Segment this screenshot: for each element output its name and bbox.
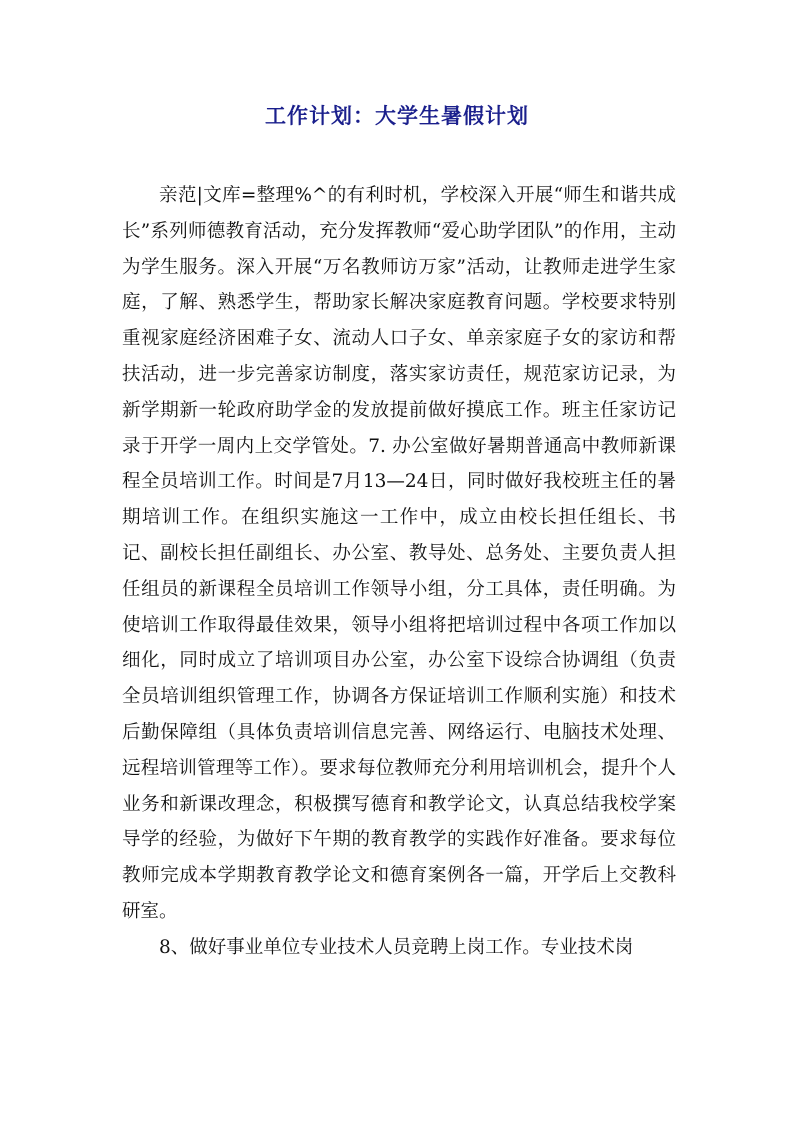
paragraph-2: 8、做好事业单位专业技术人员竞聘上岗工作。专业技术岗 (159, 936, 634, 958)
page-title: 工作计划：大学生暑假计划 (265, 103, 529, 128)
paragraph-1: 亲范|文库=整理%^的有利时机，学校深入开展“师生和谐共成长”系列师德教育活动，充分发挥教师“爱心助学团队”的作用，主动为学生服务。深入开展“万名教师访万家”活动，让教师走进学生家庭，了解、熟悉学生，帮助家长解决家庭教育问题。学校要求特别重视家庭经济困难子女、流动人口子女、单亲家庭子女的家访和帮扶活动，进一步完善家访制度，落实家访责任，规范家访记录，为新学期新一轮政府助学金的发放提前做好摸底工作。班主任家访记录于开学一周内上交学管处。7. 办公室做好暑期普通高中教师新课程全员培训工作。时间是7月13—24日，同时做好我校班主任的暑期培训工作。在组织实施这一工作中，成立由校长担任组长、书记、副校长担任副组长、办公室、教导处、总务处、主要负责人担任组员的新课程全员培训工作领导小组，分工具体，责任明确。为使培训工作取得最佳效果，领导小组将把培训过程中各项工作加以细化，同时成立了培训项目办公室，办公室下设综合协调组（负责全员培训组织管理工作，协调各方保证培训工作顺利实施）和技术后勤保障组（具体负责培训信息完善、网络运行、电脑技术处理、远程培训管理等工作）。要求每位教师充分利用培训机会，提升个人业务和新课改理念，积极撰写德育和教学论文，认真总结我校学案导学的经验，为做好下午期的教育教学的实践作好准备。要求每位教师完成本学期教育教学论文和德育案例各一篇，开学后上交教科研室。 (122, 185, 676, 922)
document-body (122, 178, 676, 966)
